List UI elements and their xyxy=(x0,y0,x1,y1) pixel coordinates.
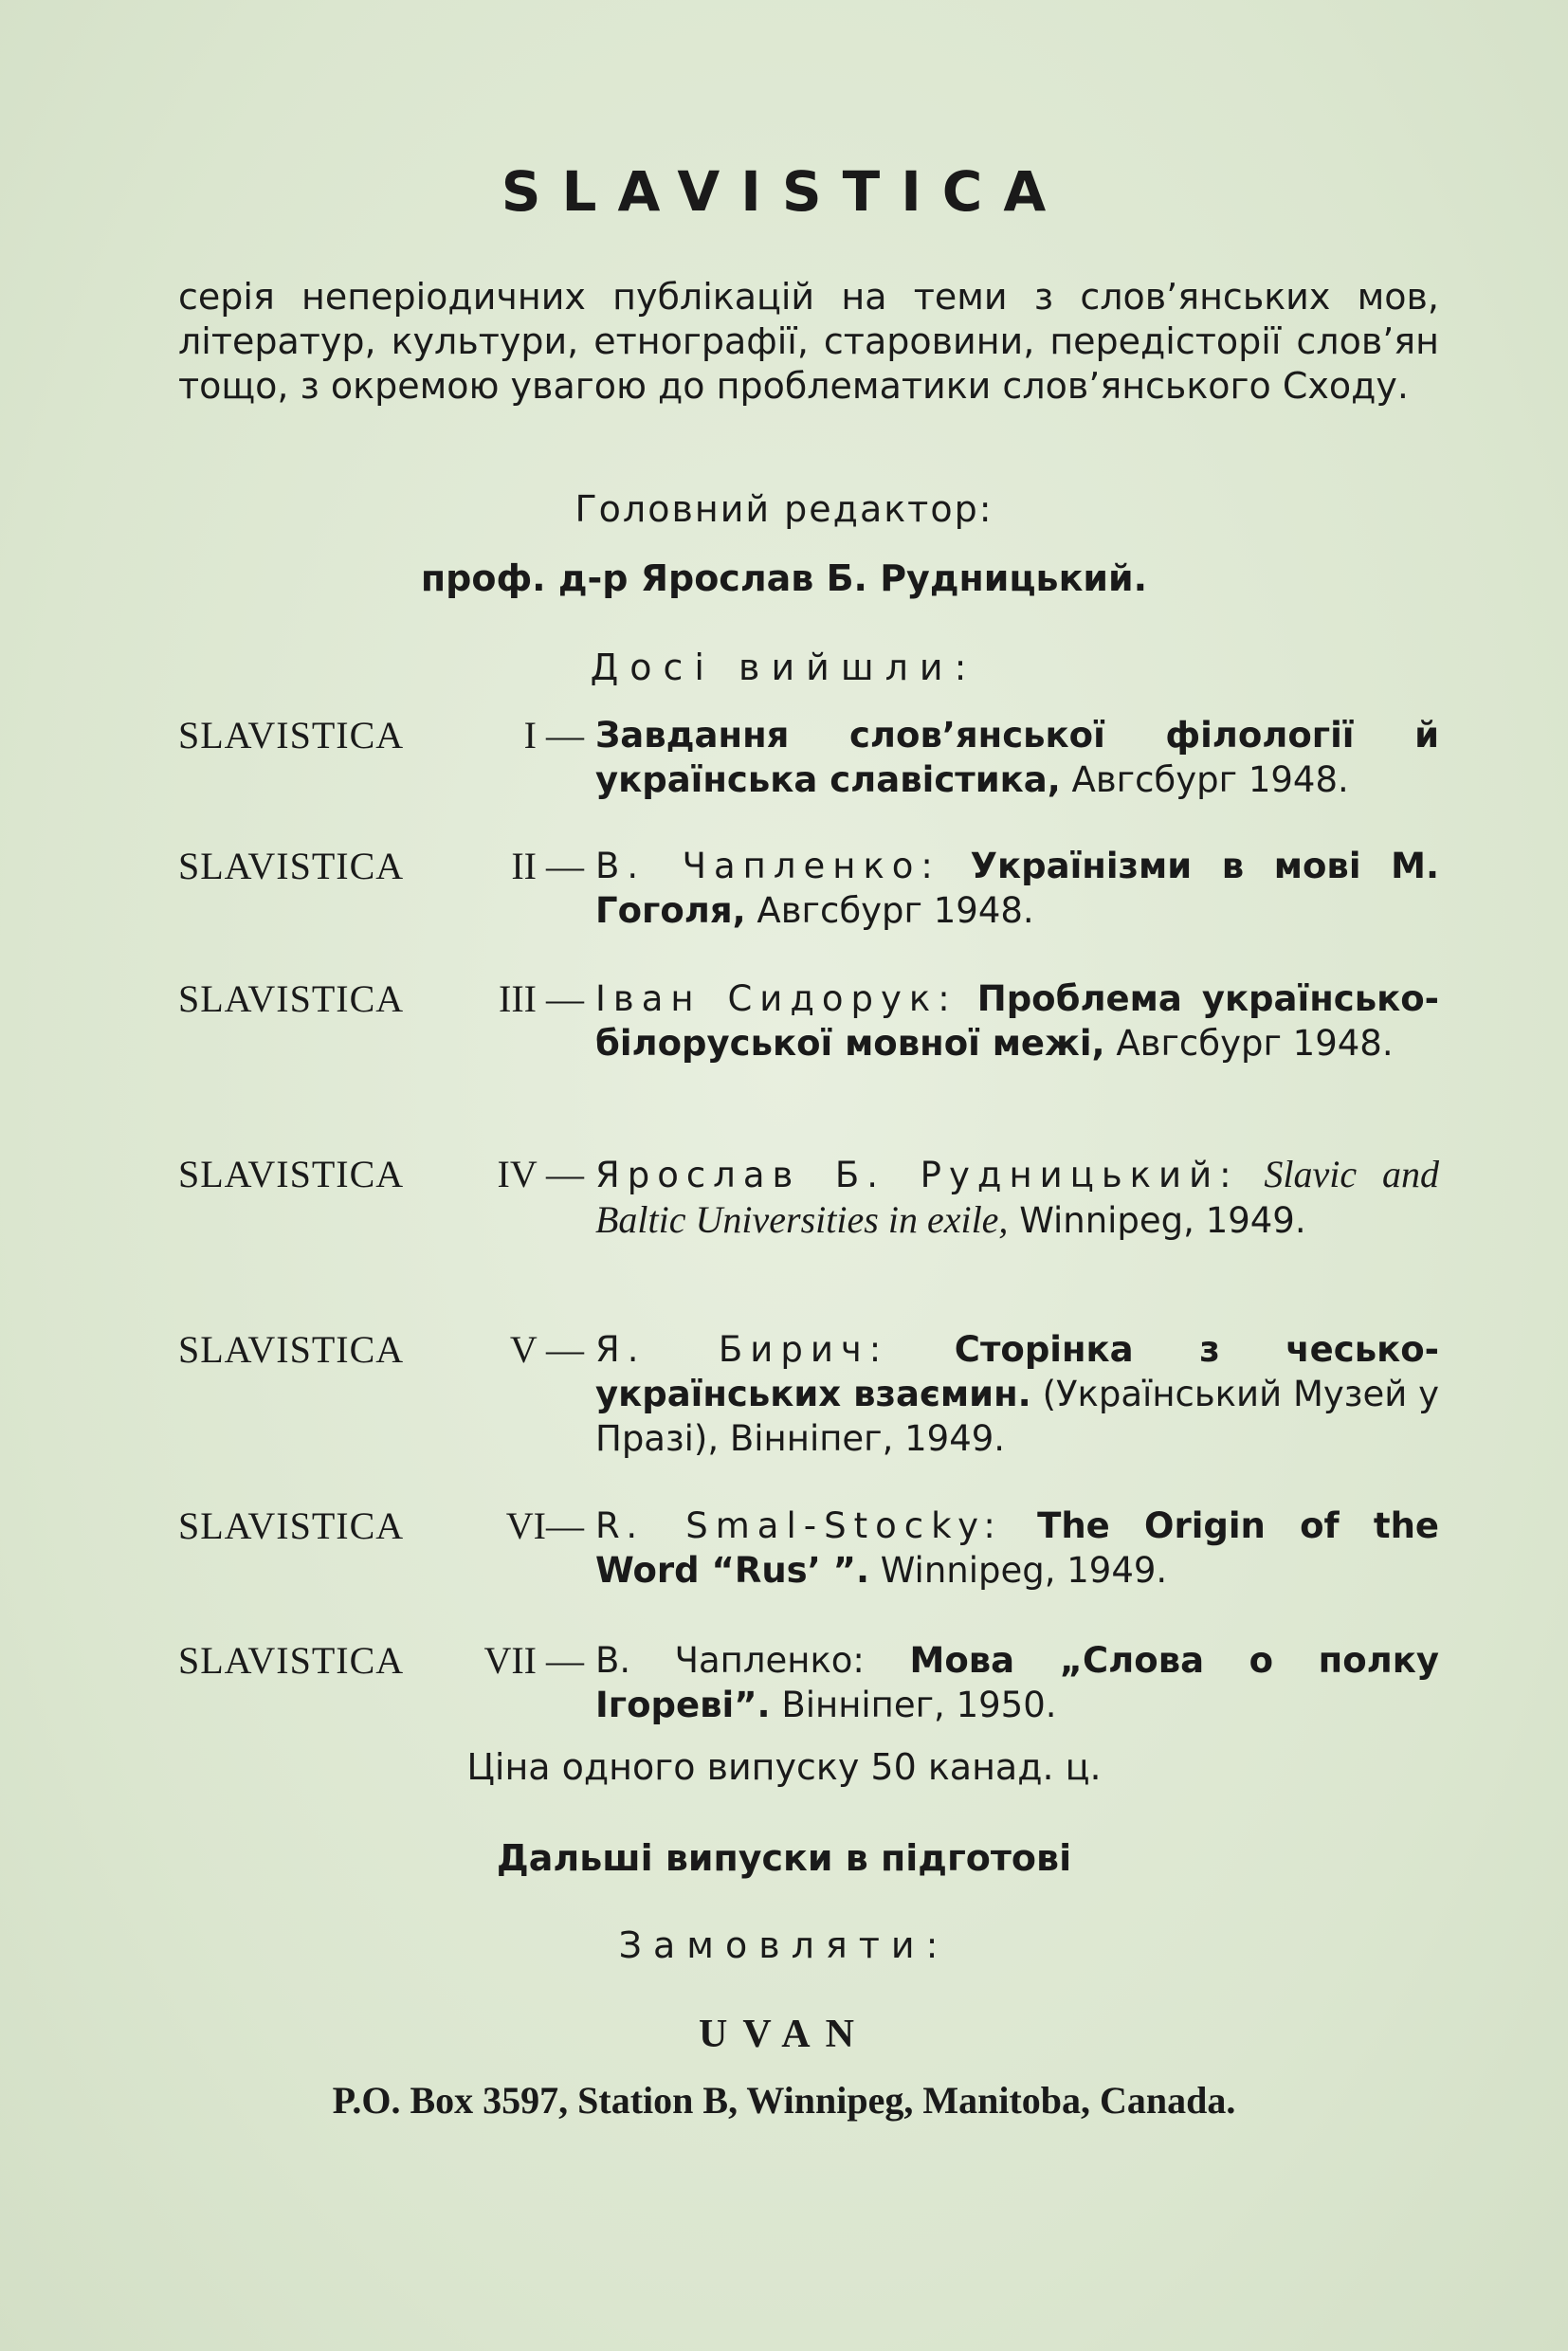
list-item xyxy=(178,976,1439,1119)
entry-series: SLAVISTICA xyxy=(178,845,405,887)
entry-body xyxy=(595,713,1439,802)
series-description: серія неперіодичних публікацій на теми з слов’янських мов, літератур, культури, етнографії, старовини, передісторії слов’ян тощо, з окремою увагою до проблематики слов’янського Сходу. xyxy=(178,276,1439,407)
entry-rest: (Український Музей у Празі), Вінніпег, 1949. xyxy=(595,1374,1439,1459)
entry-number: VII — xyxy=(483,1639,584,1682)
next-issues-note: Дальші випуски в підготові xyxy=(496,1837,1072,1879)
entry-number: V — xyxy=(509,1328,584,1371)
entry-author: Я. Бирич: xyxy=(595,1329,889,1370)
entry-series: SLAVISTICA xyxy=(178,1328,405,1371)
entry-number: VI— xyxy=(505,1504,584,1547)
editor-label: Головний редактор: xyxy=(574,488,994,530)
published-label: Досі вийшли: xyxy=(590,647,978,688)
entry-number: III — xyxy=(499,977,584,1020)
entry-rest: Вінніпег, 1950. xyxy=(770,1685,1057,1725)
publisher-address: P.O. Box 3597, Station B, Winnipeg, Manitoba, Canada. xyxy=(332,2079,1236,2122)
entry-series: SLAVISTICA xyxy=(178,977,405,1020)
list-item xyxy=(178,1638,1439,1733)
series-title: SLAVISTICA xyxy=(501,159,1067,224)
entry-body xyxy=(595,844,1439,933)
entry-author: В. Чапленко: xyxy=(595,846,940,886)
entry-number: IV — xyxy=(497,1153,584,1195)
publisher-name: UVAN xyxy=(699,2013,869,2056)
entry-author: Ярослав Б. Рудницький: xyxy=(595,1155,1239,1195)
entry-body xyxy=(595,976,1439,1066)
entry-series: SLAVISTICA xyxy=(178,714,405,756)
entry-body xyxy=(595,1327,1439,1461)
entry-rest: Winnipeg, 1949. xyxy=(869,1550,1168,1591)
entry-author: R. Smal-Stocky: xyxy=(595,1505,1003,1546)
list-item xyxy=(178,1152,1439,1294)
entry-title: Сторінка з чесько-українських взаємин. xyxy=(595,1329,1439,1414)
entry-rest: Авгсбург 1948. xyxy=(745,890,1034,931)
editor-name: проф. д-р Ярослав Б. Рудницький. xyxy=(420,557,1148,599)
entry-rest: Winnipeg, 1949. xyxy=(1008,1200,1306,1241)
price-note: Ціна одного випуску 50 канад. ц. xyxy=(466,1746,1102,1788)
entry-title: Завдання слов’янської філології й українська славістика, xyxy=(595,715,1439,800)
entry-series: SLAVISTICA xyxy=(178,1504,405,1547)
entry-author: В. Чапленко: xyxy=(595,1640,865,1681)
entry-body xyxy=(595,1504,1439,1593)
entry-series: SLAVISTICA xyxy=(178,1639,405,1682)
list-item xyxy=(178,1504,1439,1598)
order-label: Замовляти: xyxy=(618,1924,950,1966)
list-item xyxy=(178,844,1439,939)
entry-title: Проблема українсько-білоруської мовної межі, xyxy=(595,978,1439,1064)
entry-title: Slavic and Baltic Universities in exile, xyxy=(595,1153,1439,1241)
entry-body xyxy=(595,1152,1439,1243)
entry-title: Українізми в мові М. Гоголя, xyxy=(595,846,1439,931)
entry-title: The Origin of the Word “Rus’ ”. xyxy=(595,1505,1440,1591)
entry-body xyxy=(595,1638,1439,1727)
entry-number: I — xyxy=(523,714,584,756)
entry-author: Іван Сидорук: xyxy=(595,978,957,1019)
entry-series: SLAVISTICA xyxy=(178,1153,405,1195)
list-item xyxy=(178,1327,1439,1469)
entry-title: Мова „Слова о полку Ігореві”. xyxy=(595,1640,1439,1725)
entry-rest: Авгсбург 1948. xyxy=(1104,1023,1394,1064)
list-item xyxy=(178,713,1439,808)
entry-rest: Авгсбург 1948. xyxy=(1060,759,1349,800)
entry-number: II — xyxy=(511,845,584,887)
